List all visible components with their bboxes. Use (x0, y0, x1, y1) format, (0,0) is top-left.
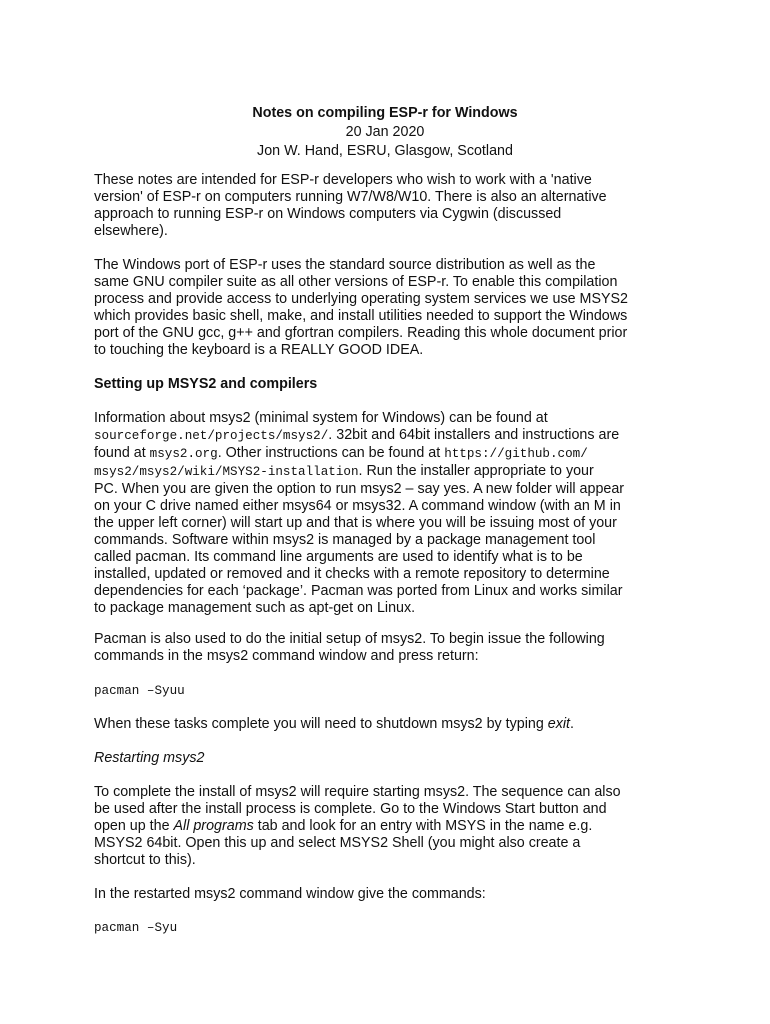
text-line: version' of ESP-r on computers running W7/W8/W10. There is also an alternative (94, 189, 607, 205)
intro-paragraph (94, 172, 686, 240)
text-line: which provides basic shell, make, and install utilities needed to support the Windows (94, 308, 628, 324)
text-line: approach to running ESP-r on Windows computers via Cygwin (discussed (94, 206, 562, 222)
document-header (0, 104, 770, 161)
text-fragment: When these tasks complete you will need to shutdown msys2 by typing (94, 716, 548, 732)
url-github: https://github.com/ (444, 447, 588, 461)
text-line: commands in the msys2 command window and press return: (94, 648, 479, 664)
text-line: PC. When you are given the option to run msys2 – say yes. A new folder will appear (94, 481, 625, 497)
text-line (94, 427, 686, 445)
text-line: installed, updated or removed and it checks with a remote repository to determine (94, 566, 610, 582)
text-line: port of the GNU gcc, g++ and gfortran compilers. Reading this whole document prior (94, 325, 628, 341)
shutdown-paragraph (94, 716, 686, 733)
text-line: dependencies for each ‘package’. Pacman was ported from Linux and works similar (94, 583, 623, 599)
text-line: Pacman is also used to do the initial setup of msys2. To begin issue the following (94, 631, 605, 647)
pacman-intro-paragraph (94, 631, 686, 665)
text-fragment: . 32bit and 64bit installers and instructions are (328, 427, 620, 443)
text-fragment: . (570, 716, 574, 732)
document-title: Notes on compiling ESP-r for Windows (252, 105, 518, 121)
msys2-info-paragraph (94, 410, 686, 617)
text-line: These notes are intended for ESP-r developers who wish to work with a 'native (94, 172, 592, 188)
url-sourceforge: sourceforge.net/projects/msys2/ (94, 429, 329, 443)
text-line: commands. Software within msys2 is managed by a package management tool (94, 532, 596, 548)
restart-paragraph (94, 784, 686, 869)
text-line: elsewhere). (94, 223, 168, 239)
text-fragment: open up the (94, 818, 174, 834)
document-author: Jon W. Hand, ESRU, Glasgow, Scotland (257, 143, 513, 159)
text-line: be used after the install process is complete. Go to the Windows Start button and (94, 801, 607, 817)
url-msys2-org: msys2.org (149, 447, 218, 461)
text-line: called pacman. Its command line arguments are used to identify what is to be (94, 549, 583, 565)
text-line: on your C drive named either msys64 or msys32. A command window (with an M in (94, 498, 621, 514)
text-line: Information about msys2 (minimal system for Windows) can be found at (94, 410, 548, 426)
text-line: shortcut to this). (94, 852, 196, 868)
restarted-paragraph: In the restarted msys2 command window give the commands: (94, 886, 486, 902)
text-fragment: . Run the installer appropriate to your (358, 463, 594, 479)
text-line: MSYS2 64bit. Open this up and select MSYS2 Shell (you might also create a (94, 835, 581, 851)
text-line (94, 463, 686, 481)
section-heading-restart: Restarting msys2 (94, 750, 205, 766)
url-github-path: msys2/msys2/wiki/MSYS2-installation (94, 465, 359, 479)
text-line: process and provide access to underlying operating system services we use MSYS2 (94, 291, 629, 307)
windows-port-paragraph (94, 257, 686, 359)
text-line: The Windows port of ESP-r uses the standard source distribution as well as the (94, 257, 596, 273)
command-pacman-syuu: pacman –Syuu (94, 684, 185, 698)
exit-command-text: exit (547, 716, 571, 732)
text-line: to package management such as apt-get on Linux. (94, 600, 416, 616)
text-line: same GNU compiler suite as all other versions of ESP-r. To enable this compilation (94, 274, 618, 290)
all-programs-text: All programs (173, 818, 254, 834)
text-line: to touching the keyboard is a REALLY GOOD IDEA. (94, 342, 424, 358)
section-heading-setup: Setting up MSYS2 and compilers (94, 376, 318, 392)
command-pacman-syu: pacman –Syu (94, 921, 178, 935)
text-fragment: . Other instructions can be found at (217, 445, 445, 461)
text-line (94, 445, 686, 463)
text-fragment: tab and look for an entry with MSYS in the name e.g. (253, 818, 593, 834)
text-line (94, 818, 686, 835)
document-date: 20 Jan 2020 (345, 124, 425, 140)
text-line: To complete the install of msys2 will require starting msys2. The sequence can also (94, 784, 621, 800)
text-line: the upper left corner) will start up and that is where you will be issuing most of your (94, 515, 617, 531)
text-fragment: found at (94, 445, 150, 461)
